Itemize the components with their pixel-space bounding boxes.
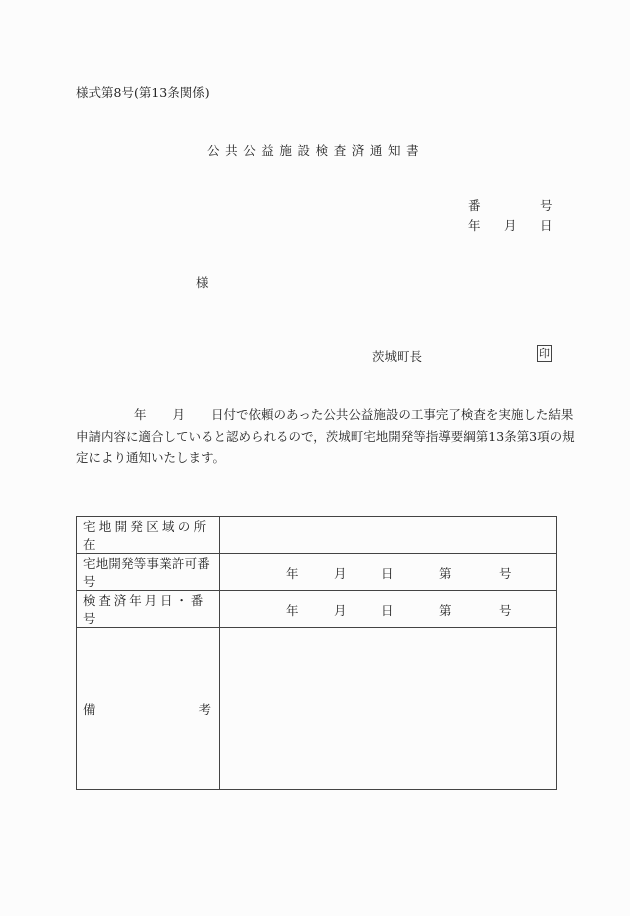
inspection-month-label: 月 <box>334 603 347 618</box>
reference-day-label: 日 <box>540 218 553 233</box>
permit-day-label: 日 <box>381 566 394 581</box>
reference-number-label: 番 <box>468 198 481 213</box>
body-line-2: 申請内容に適合していると認められるので，茨城町宅地開発等指導要綱第13条第3項の規 <box>76 428 575 444</box>
location-label: 宅地開発区域の所在 <box>83 519 210 552</box>
form-number: 様式第8号(第13条関係) <box>76 85 210 100</box>
location-value-cell[interactable] <box>220 517 557 554</box>
remarks-label-cell <box>77 628 220 790</box>
body-line-1 <box>76 404 574 426</box>
inspection-year-label: 年 <box>286 603 299 618</box>
reference-month-label: 月 <box>504 218 517 233</box>
table-row-remarks <box>77 628 557 790</box>
location-label-cell <box>77 517 220 554</box>
inspection-go-label: 号 <box>499 603 512 618</box>
inspection-date-fields <box>220 601 556 617</box>
permit-number-label-cell <box>77 554 220 591</box>
notice-body <box>76 404 575 469</box>
permit-dai-label: 第 <box>439 566 452 581</box>
seal-stamp-box: 印 <box>539 347 550 360</box>
body-year-label: 年 <box>134 407 147 422</box>
remarks-label-left: 備 <box>83 701 96 717</box>
addressee-honorific: 様 <box>196 275 209 290</box>
reference-year-label: 年 <box>468 218 481 233</box>
remarks-value-cell[interactable] <box>220 628 557 790</box>
reference-number-suffix: 号 <box>540 198 553 213</box>
remarks-label-right: 考 <box>198 701 211 717</box>
inspection-date-value-cell[interactable] <box>220 591 557 628</box>
table-row-location <box>77 517 557 554</box>
inspection-dai-label: 第 <box>439 603 452 618</box>
permit-number-label: 宅地開発等事業許可番号 <box>83 556 211 589</box>
body-month-label: 月 <box>172 407 186 422</box>
reference-date-row <box>468 216 552 236</box>
document-title: 公共公益施設検査済通知書 <box>207 143 425 158</box>
permit-number-value-cell[interactable] <box>220 554 557 591</box>
inspection-date-label-cell <box>77 591 220 628</box>
inspection-info-table <box>76 516 557 790</box>
permit-go-label: 号 <box>499 566 512 581</box>
permit-year-label: 年 <box>286 566 299 581</box>
inspection-day-label: 日 <box>381 603 394 618</box>
body-line-1-text: 日付で依頼のあった公共公益施設の工事完了検査を実施した結果 <box>211 407 574 422</box>
body-line-3: 定により通知いたします。 <box>76 450 226 465</box>
permit-month-label: 月 <box>334 566 347 581</box>
inspection-date-label: 検査済年月日・番号 <box>83 593 207 626</box>
table-row-permit-number <box>77 554 557 591</box>
reference-number-row <box>468 196 552 216</box>
table-row-inspection-date <box>77 591 557 628</box>
permit-date-fields <box>220 564 556 580</box>
reference-block <box>468 196 552 236</box>
remarks-label <box>83 700 217 718</box>
sender-name: 茨城町長 <box>372 349 423 364</box>
